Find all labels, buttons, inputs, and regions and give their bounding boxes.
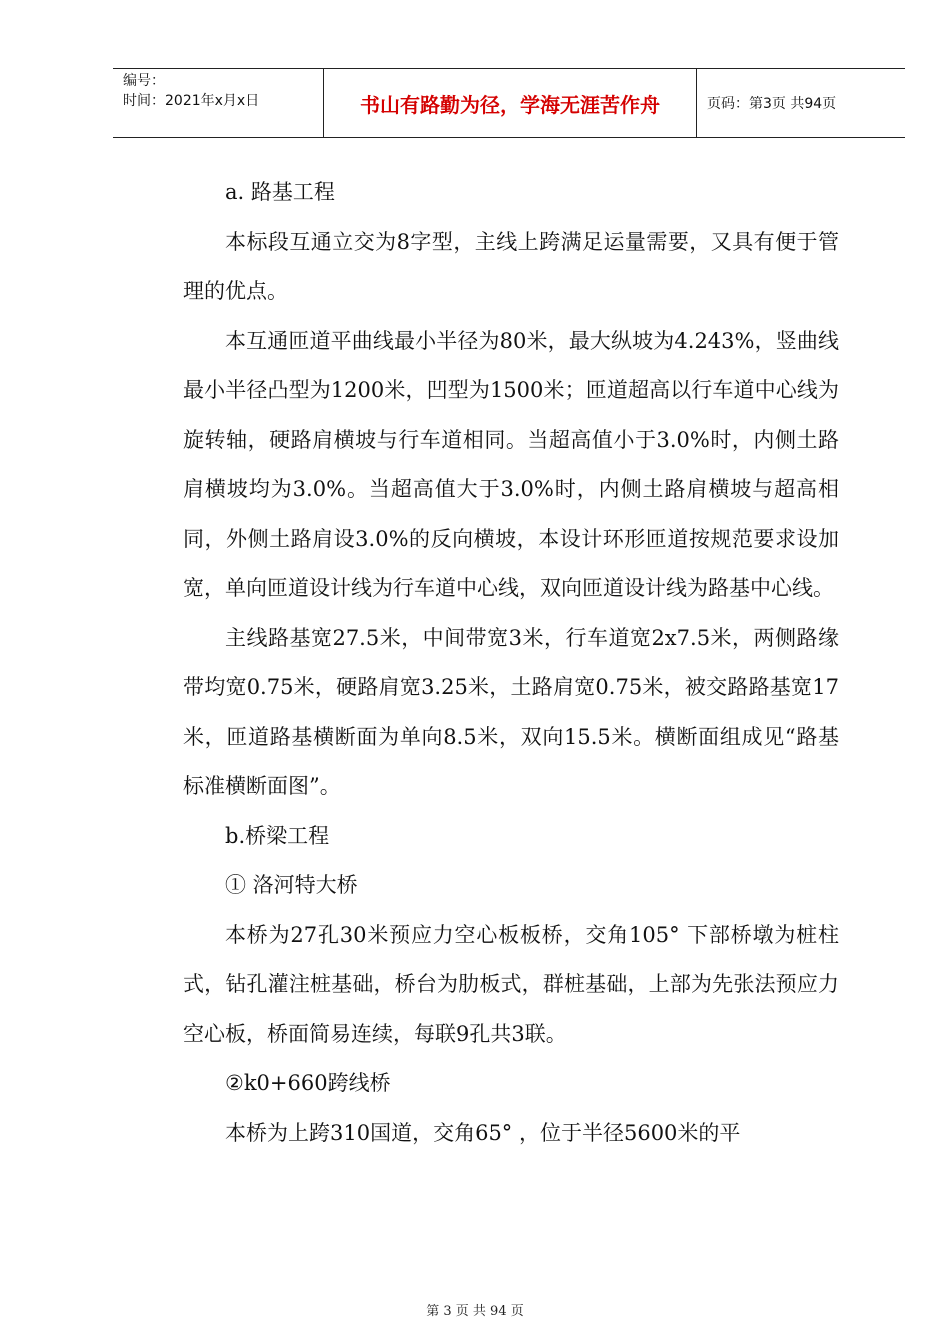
paragraph-overpass-bridge: 本桥为上跨310国道，交角65° ，位于半径5600米的平 xyxy=(225,1120,741,1145)
document-number-label: 编号： xyxy=(123,73,165,89)
page-code-cell xyxy=(697,69,905,137)
subheading-overpass-bridge: ②k0+660跨线桥 xyxy=(225,1071,391,1095)
document-body xyxy=(183,168,839,1158)
paragraph-luohe-bridge: 本桥为27孔30米预应力空心板板桥，交角105° 下部桥墩为桩柱式，钻孔灌注桩基础，桥台为肋板式，群桩基础，上部为先张法预应力空心板，桥面简易连续，每联9孔共3联。 xyxy=(183,922,839,1046)
subheading-luohe-bridge: ① 洛河特大桥 xyxy=(225,873,358,897)
document-time-label: 时间：2021年x月x日 xyxy=(123,93,260,109)
motto-text: 书山有路勤为径，学海无涯苦作舟 xyxy=(360,92,660,117)
page-footer: 第 3 页 共 94 页 xyxy=(426,1304,524,1319)
motto-cell xyxy=(324,69,697,137)
page-code-text: 页码：第3页 共94页 xyxy=(707,96,837,112)
header-info-cell xyxy=(113,69,324,137)
header-table xyxy=(113,68,905,138)
paragraph-interchange-intro: 本标段互通立交为8字型，主线上跨满足运量需要，又具有便于管理的优点。 xyxy=(183,229,839,303)
section-heading-subgrade: a. 路基工程 xyxy=(225,180,335,204)
section-heading-bridges: b.桥梁工程 xyxy=(225,823,330,848)
paragraph-ramp-geometry: 本互通匝道平曲线最小半径为80米，最大纵坡为4.243%，竖曲线最小半径凸型为1200米，凹型为1500米；匝道超高以行车道中心线为旋转轴，硬路肩横坡与行车道相同。当超高值小于3.0%时，内侧土路肩横坡均为3.0%。当超高值大于3.0%时，内侧土路肩横坡与超高相同，外侧土路肩设3.0%的反向横坡，本设计环形匝道按规范要求设加宽，单向匝道设计线为行车道中心线，双向匝道设计线为路基中心线。 xyxy=(183,328,839,600)
paragraph-subgrade-width: 主线路基宽27.5米，中间带宽3米，行车道宽2x7.5米，两侧路缘带均宽0.75米，硬路肩宽3.25米，土路肩宽0.75米，被交路路基宽17米，匝道路基横断面为单向8.5米，双向15.5米。横断面组成见“路基标准横断面图”。 xyxy=(183,625,839,798)
